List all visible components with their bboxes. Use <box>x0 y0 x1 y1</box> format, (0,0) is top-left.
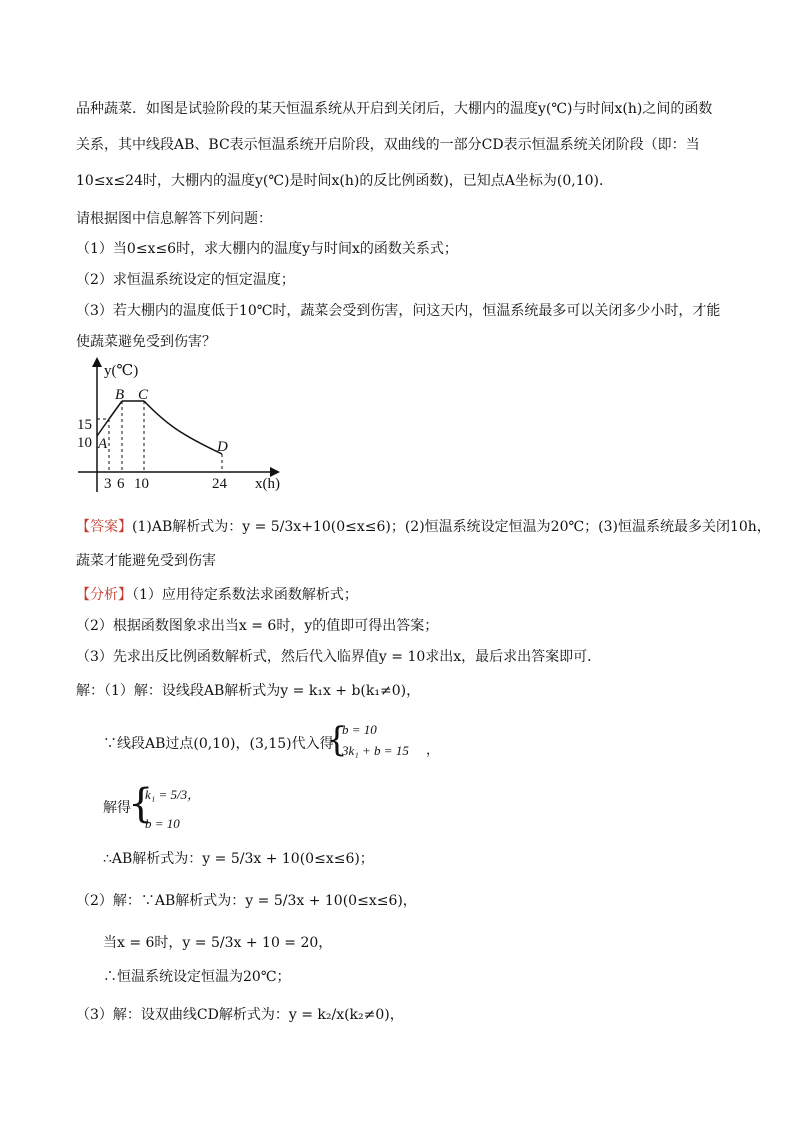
solution-line-1: 解：（1）解：设线段AB解析式为y = k₁x + b(k₁≠0)， <box>76 683 421 699</box>
y-axis-arrow <box>92 357 102 367</box>
answer-line-1 <box>76 518 771 536</box>
curve-CD <box>144 401 222 454</box>
system-1-comma: ， <box>426 742 440 757</box>
question-3-line-2: 使蔬菜避免受到伤害？ <box>76 334 216 350</box>
solution-line-8: （3）解：设双曲线CD解析式为：y = k₂/x(k₂≠0)， <box>76 1007 404 1023</box>
instruction: 请根据图中信息解答下列问题： <box>76 211 272 227</box>
system-1-eq-2: 3k₁ + b = 15 <box>342 743 409 758</box>
system-2-eq-1: k₁ = 5/3， <box>145 787 201 802</box>
analysis-step-1: （1）应用待定系数法求函数解析式； <box>132 587 358 603</box>
answer-line-2: 蔬菜才能避免受到伤害 <box>76 553 216 569</box>
x-tick-24: 24 <box>212 476 227 492</box>
segment-AB-upper <box>109 401 122 419</box>
solution-line-5: （2）解：∵AB解析式为：y = 5/3x + 10(0≤x≤6)， <box>76 893 417 909</box>
x-tick-10: 10 <box>134 476 149 492</box>
question-2: （2）求恒温系统设定的恒定温度； <box>76 272 295 288</box>
solution-line-2: ∵线段AB过点(0,10)，(3,15)代入得 <box>103 736 334 752</box>
x-tick-3: 3 <box>104 476 112 492</box>
y-axis-label: y(℃) <box>104 363 139 379</box>
point-A-label: A <box>98 436 108 452</box>
intro-line-3: 10≤x≤24时，大棚内的温度y(℃)是时间x(h)的反比例函数)，已知点A坐标为(0,10)． <box>76 173 613 189</box>
x-axis-label: x(h) <box>255 476 280 492</box>
intro-line-2: 关系，其中线段AB、BC表示恒温系统开启阶段，双曲线的一部分CD表示恒温系统关闭阶段（即：当 <box>76 137 700 153</box>
solution-line-4: ∴AB解析式为：y = 5/3x + 10(0≤x≤6)； <box>103 851 374 867</box>
system-brace-1: { <box>326 720 348 760</box>
y-tick-10: 10 <box>77 435 92 451</box>
analysis-tag: 【分析】 <box>76 587 132 603</box>
solution-line-7: ∴恒温系统设定恒温为20℃； <box>103 969 291 985</box>
intro-line-1: 品种蔬菜．如图是试验阶段的某天恒温系统从开启到关闭后，大棚内的温度y(℃)与时间x(h)之间的函数 <box>76 101 713 117</box>
question-3-line-1: （3）若大棚内的温度低于10℃时，蔬菜会受到伤害，问这天内，恒温系统最多可以关闭多少小时，才能 <box>76 303 721 319</box>
temperature-graph <box>72 355 292 500</box>
analysis-step-2: （2）根据函数图象求出当x = 6时，y的值即可得出答案； <box>76 618 439 634</box>
system-2-eq-2: b = 10 <box>145 816 180 831</box>
system-1-eq-1: b = 10 <box>342 722 377 737</box>
y-tick-15: 15 <box>77 417 92 433</box>
solution-line-3: 解得 <box>103 800 131 816</box>
analysis-step-3: （3）先求出反比例函数解析式，然后代入临界值y = 10求出x，最后求出答案即可． <box>76 649 602 665</box>
system-brace-2: { <box>128 781 154 827</box>
point-B-label: B <box>115 387 125 403</box>
analysis-line-1 <box>76 586 358 604</box>
answer-text: (1)AB解析式为：y = 5/3x+10(0≤x≤6)；(2)恒温系统设定恒温为20℃；(3)恒温系统最多关闭10h， <box>132 519 771 535</box>
question-1: （1）当0≤x≤6时，求大棚内的温度y与时间x的函数关系式； <box>76 241 458 257</box>
solution-line-6: 当x = 6时，y = 5/3x + 10 = 20， <box>103 935 333 951</box>
point-D-label: D <box>217 439 228 455</box>
segment-AB-lower <box>97 419 109 436</box>
x-tick-6: 6 <box>117 476 125 492</box>
answer-tag: 【答案】 <box>76 519 132 535</box>
point-C-label: C <box>138 387 149 403</box>
